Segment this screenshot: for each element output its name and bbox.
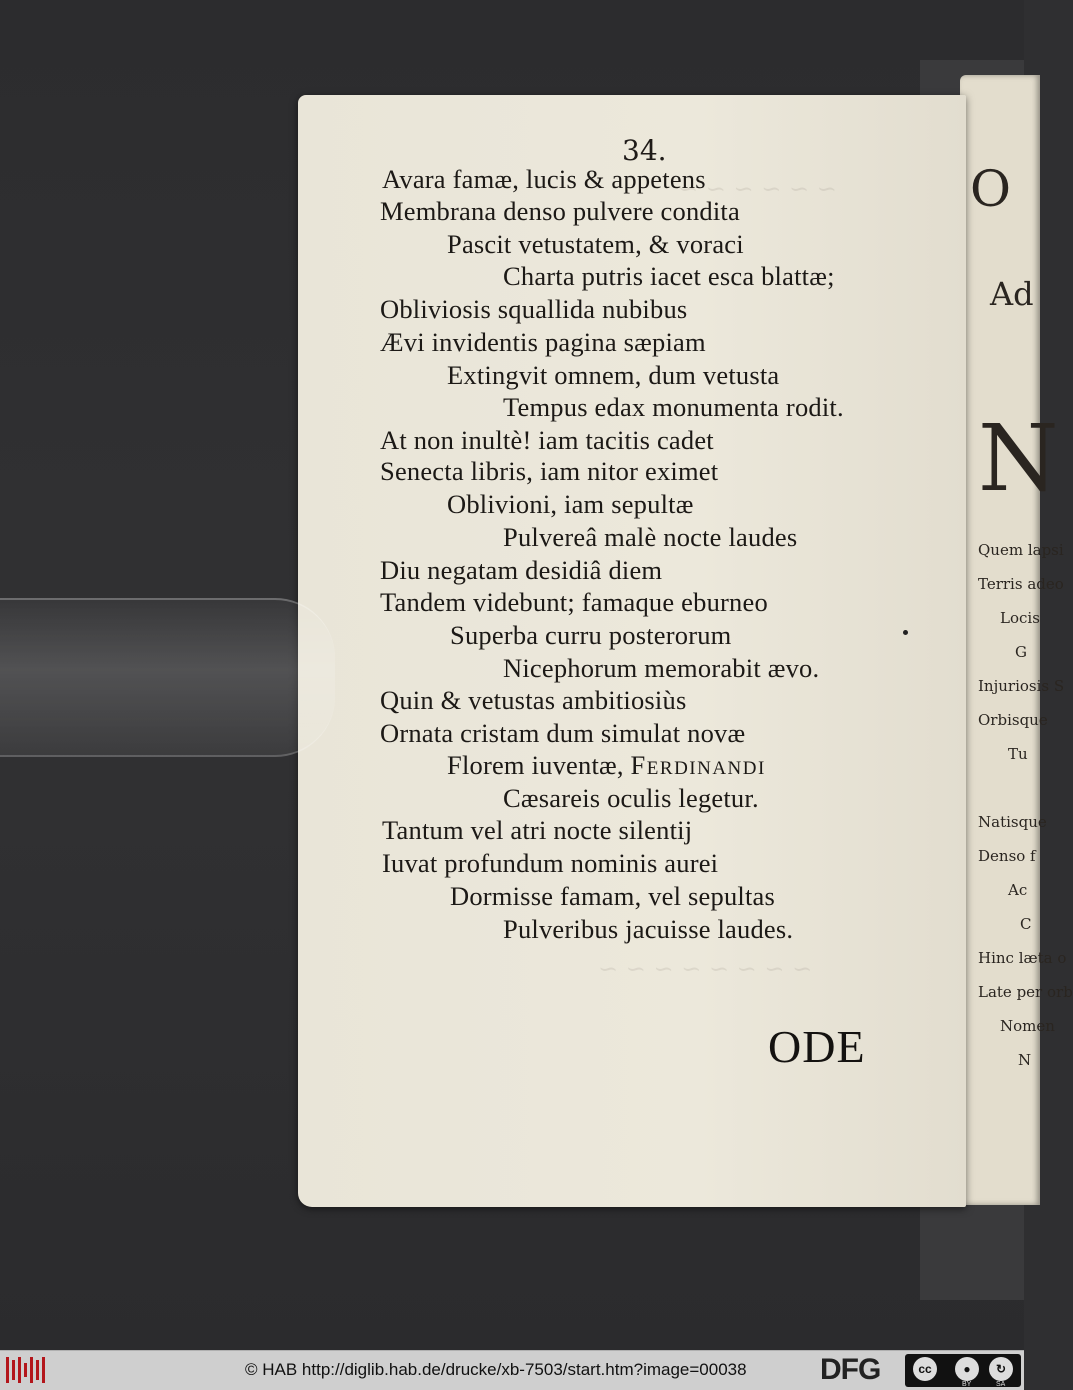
facing-line: Quem lapsi [978, 541, 1064, 559]
facing-line: Ac [1008, 881, 1028, 899]
facing-line: Injuriosis S [978, 677, 1065, 695]
facing-line: Natisque [978, 813, 1047, 831]
cc-icon: cc [913, 1357, 937, 1381]
verse-line: Tempus edax monumenta rodit. [503, 392, 844, 422]
hab-logo-icon [6, 1357, 48, 1383]
verse-text: Florem iuventæ, [447, 750, 624, 780]
glass-page-clamp [0, 598, 335, 757]
facing-line: Terris adeo [978, 575, 1064, 593]
facing-line: Late per orb [978, 983, 1073, 1001]
by-label: BY [962, 1381, 972, 1388]
verse-line: Senecta libris, iam nitor eximet [380, 456, 719, 486]
credit-link[interactable]: © HAB http://diglib.hab.de/drucke/xb-7503/start.htm?image=00038 [245, 1360, 747, 1379]
verse-line: Cæsareis oculis legetur. [503, 783, 759, 813]
by-icon: ● [955, 1357, 979, 1381]
facing-line: Orbisque [978, 711, 1048, 729]
verse-line: Oblivioni, iam sepultæ [447, 489, 694, 519]
verse-line: Pulvereâ malè nocte laudes [503, 522, 798, 552]
facing-initial: N [978, 405, 1059, 512]
verse-line: Pulveribus jacuisse laudes. [503, 914, 794, 944]
emperor-name: Ferdinandi [630, 750, 766, 780]
verse-line: Iuvat profundum nominis aurei [382, 848, 719, 878]
verse-line: Tantum vel atri nocte silentij [382, 815, 693, 845]
verse-line: Diu negatam desidiâ diem [380, 555, 663, 585]
verse-line: Charta putris iacet esca blattæ; [503, 261, 835, 291]
verse-line: Extingvit omnem, dum vetusta [447, 360, 780, 390]
verse-line: Membrana denso pulvere condita [380, 196, 740, 226]
footer-bar [0, 1350, 1024, 1390]
facing-line: Nomen [1000, 1017, 1055, 1035]
verse-line: Ævi invidentis pagina sæpiam [380, 327, 706, 357]
page-number: 34. [622, 134, 667, 167]
sa-icon: ↻ [989, 1357, 1013, 1381]
facing-line: Tu [1008, 745, 1028, 763]
facing-line: Locis [1000, 609, 1040, 627]
facing-subheading: Ad [990, 275, 1034, 313]
verse-line: Superba curru posterorum [450, 620, 732, 650]
verse-line: Tandem videbunt; famaque eburneo [380, 587, 768, 617]
facing-line: G [1015, 643, 1027, 661]
facing-line: Hinc læta o [978, 949, 1067, 967]
verse-line: Avara famæ, lucis & appetens [382, 164, 706, 194]
verse-line [447, 750, 766, 781]
facing-line: C [1020, 915, 1032, 933]
cc-license-badge[interactable] [905, 1354, 1021, 1387]
verse-line: Ornata cristam dum simulat novæ [380, 718, 746, 748]
facing-line: Denso f [978, 847, 1036, 865]
verse-line: Quin & vetustas ambitiosiùs [380, 685, 687, 715]
facing-heading: O [970, 160, 1011, 218]
ink-spot [903, 630, 908, 635]
show-through-text: ~ ~ ~ ~ ~ ~ ~ ~ [598, 955, 813, 983]
verse-line: Obliviosis squallida nubibus [380, 294, 688, 324]
facing-page [960, 75, 1073, 1205]
verse-line: Dormisse famam, vel sepultas [450, 881, 775, 911]
catchword: ODE [768, 1021, 866, 1072]
sa-label: SA [996, 1381, 1006, 1388]
verse-line: At non inultè! iam tacitis cadet [380, 425, 714, 455]
verse-line: Pascit vetustatem, & voraci [447, 229, 744, 259]
facing-line: N [1018, 1051, 1032, 1069]
verse-line: Nicephorum memorabit ævo. [503, 653, 820, 683]
dfg-logo: DFG [820, 1353, 881, 1386]
show-through-text: ~ ~ ~ ~ ~ ~ [678, 175, 837, 203]
